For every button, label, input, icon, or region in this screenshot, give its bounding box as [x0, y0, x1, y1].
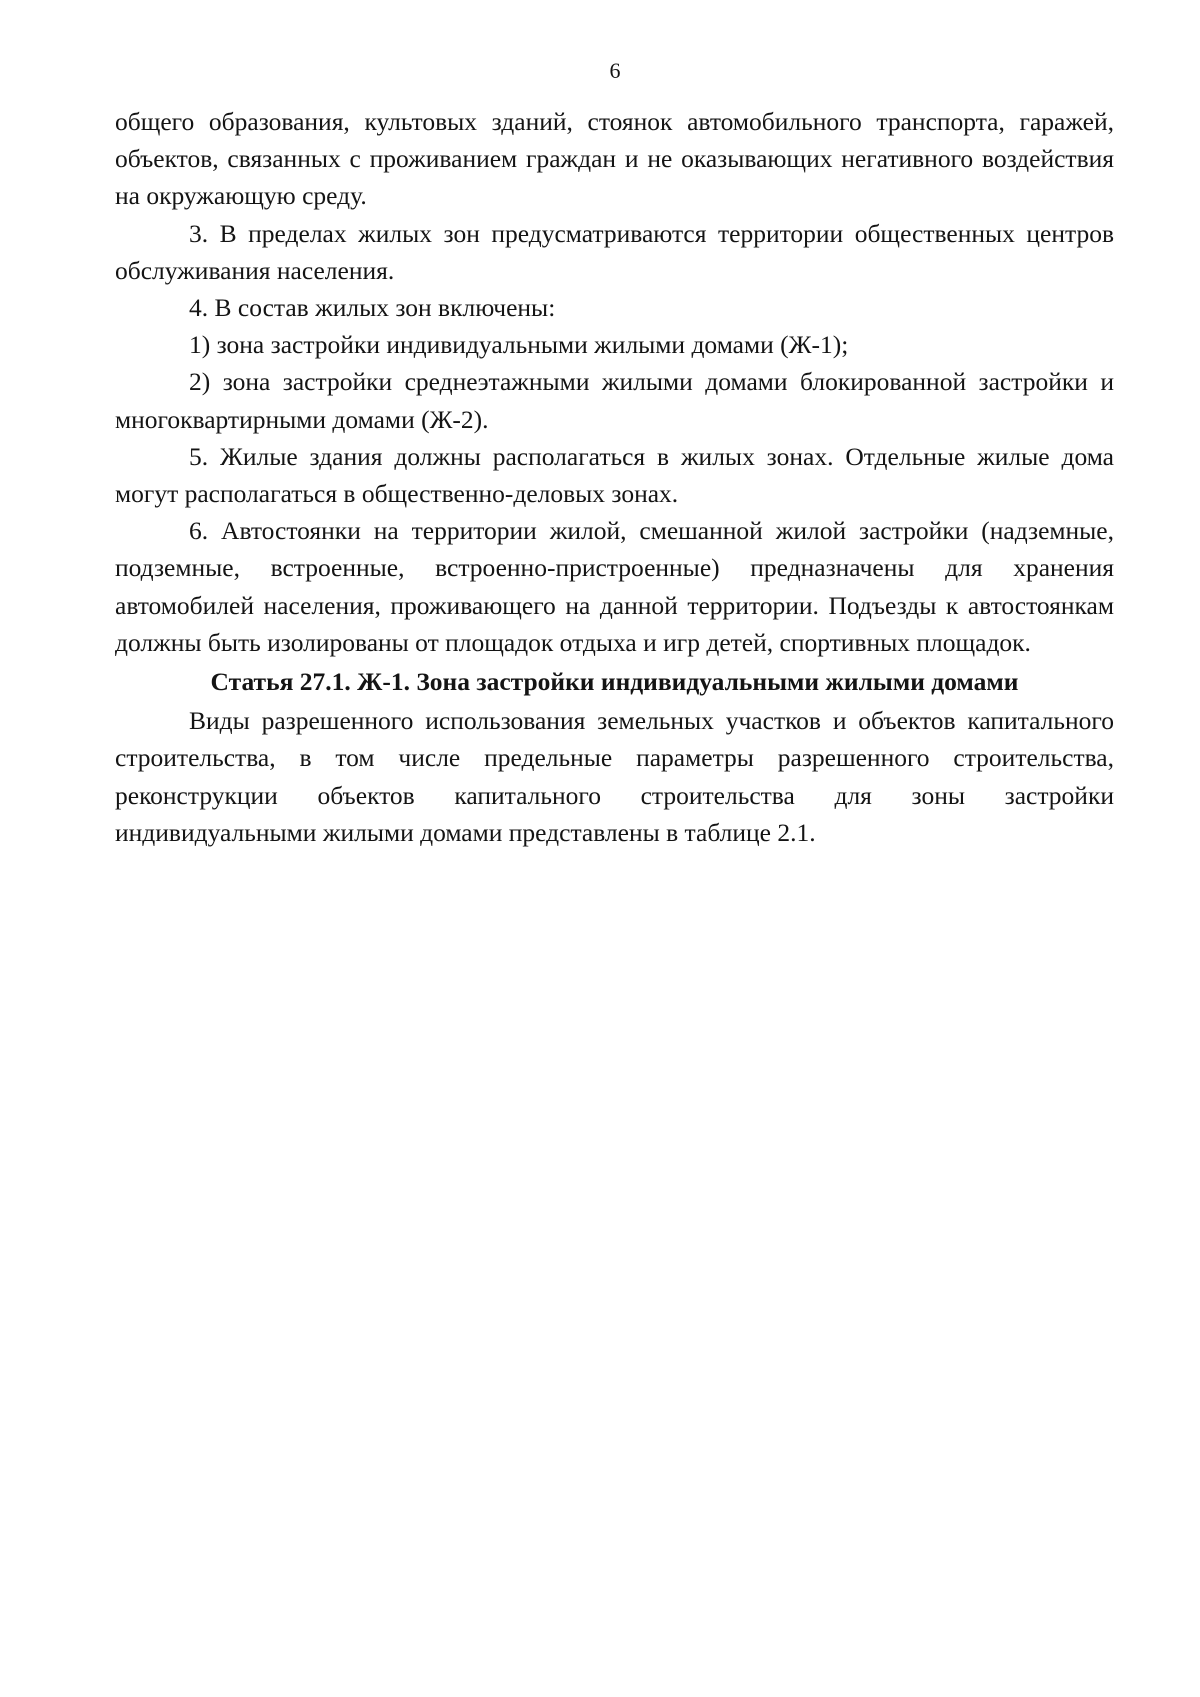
article-body-paragraph: Виды разрешенного использования земельных участков и объектов капитального строительства, в том числе предельные параметры разрешенного строительства, реконструкции объектов капитального строительства для зоны застройки индивидуальными жилыми домами представлены в таблице 2.1.: [115, 706, 1114, 847]
document-body: [115, 103, 1114, 851]
page-number: 6: [609, 58, 621, 83]
paragraph-item-6: 6. Автостоянки на территории жилой, смешанной жилой застройки (надземные, подземные, встроенные, встроенно-пристроенные) предназначены для хранения автомобилей населения, проживающего на данной территории. Подъезды к автостоянкам должны быть изолированы от площадок отдыха и игр детей, спортивных площадок.: [115, 516, 1114, 657]
paragraph-continuation: общего образования, культовых зданий, стоянок автомобильного транспорта, гаражей, объектов, связанных с проживанием граждан и не оказывающих негативного воздействия на окружающую среду.: [115, 107, 1114, 211]
paragraph-item-5: 5. Жилые здания должны располагаться в жилых зонах. Отдельные жилые дома могут располагаться в общественно-деловых зонах.: [115, 441, 1114, 509]
list-item-zh1: 1) зона застройки индивидуальными жилыми домами (Ж-1);: [189, 330, 849, 360]
paragraph-item-4: 4. В состав жилых зон включены:: [189, 293, 556, 323]
paragraph-item-3: 3. В пределах жилых зон предусматриваются территории общественных центров обслуживания населения.: [115, 218, 1114, 285]
list-item-zh2: 2) зона застройки среднеэтажными жилыми домами блокированной застройки и многоквартирными домами (Ж-2).: [115, 367, 1114, 434]
article-heading: Статья 27.1. Ж-1. Зона застройки индивидуальными жилыми домами: [210, 667, 1019, 697]
